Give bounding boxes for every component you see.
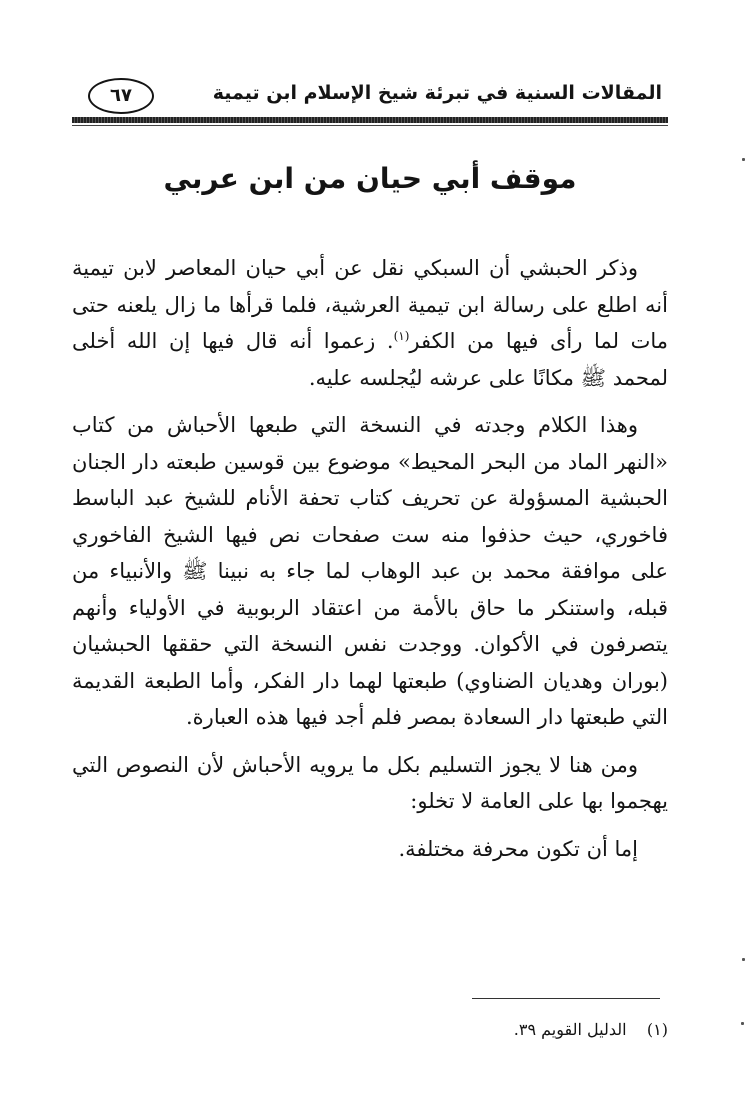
chapter-title: موقف أبي حيان من ابن عربي — [163, 162, 577, 195]
footnote-divider — [472, 998, 660, 999]
footnote-text: الدليل القويم ٣٩. — [513, 1020, 627, 1039]
scan-speck — [741, 1022, 744, 1025]
paragraph: وهذا الكلام وجدته في النسخة التي طبعها الأحباش من كتاب «النهر الماد من البحر المحيط» موضوع بين قوسين طبعته دار الجنان الحبشية المسؤولة عن تحريف كتاب تحفة الأنام للشيخ عبد الباسط فاخوري، حيث حذفوا منه ست صفحات نص فيها الشيخ الفاخوري على موافقة محمد بن عبد الوهاب لما جاء به نبينا ﷺ والأنبياء من قبله، واستنكر ما حاق بالأمة من اعتقاد الربوبية في الأولياء وأنهم يتصرفون في الأكوان. ووجدت نفس النسخة التي حققها الحبشيان (بوران وهديان الضناوي) طبعتها لهما دار الفكر، وأما الطبعة القديمة التي طبعتها دار السعادة بمصر فلم أجد فيها هذه العبارة. — [72, 413, 668, 729]
running-header-title: المقالات السنية في تبرئة شيخ الإسلام ابن تيمية — [212, 82, 662, 104]
header-rule-thin — [72, 125, 668, 126]
paragraph: وذكر الحبشي أن السبكي نقل عن أبي حيان المعاصر لابن تيمية أنه اطلع على رسالة ابن تيمية العرشية، فلما قرأها ما زال يلعنه حتى مات لما رأى فيها من الكفر$^{(١)}$. زعموا أنه قال فيها إن الله أخلى لمحمد ﷺ مكانًا على عرشه ليُجلسه عليه. — [72, 256, 668, 390]
paragraph: ومن هنا لا يجوز التسليم بكل ما يرويه الأحباش لأن النصوص التي يهجموا بها على العامة لا تخلو: — [72, 752, 668, 813]
header-rule — [72, 117, 668, 123]
footnote-ref: (١) — [393, 329, 410, 343]
footnote-marker: (١) — [646, 1020, 668, 1039]
scan-speck — [742, 958, 745, 961]
paragraph: إما أن تكون محرفة مختلفة. — [398, 836, 638, 861]
body-text — [72, 250, 668, 878]
page-number: ٦٧ — [88, 78, 154, 114]
footnote — [514, 1020, 668, 1039]
scan-speck — [742, 158, 745, 161]
